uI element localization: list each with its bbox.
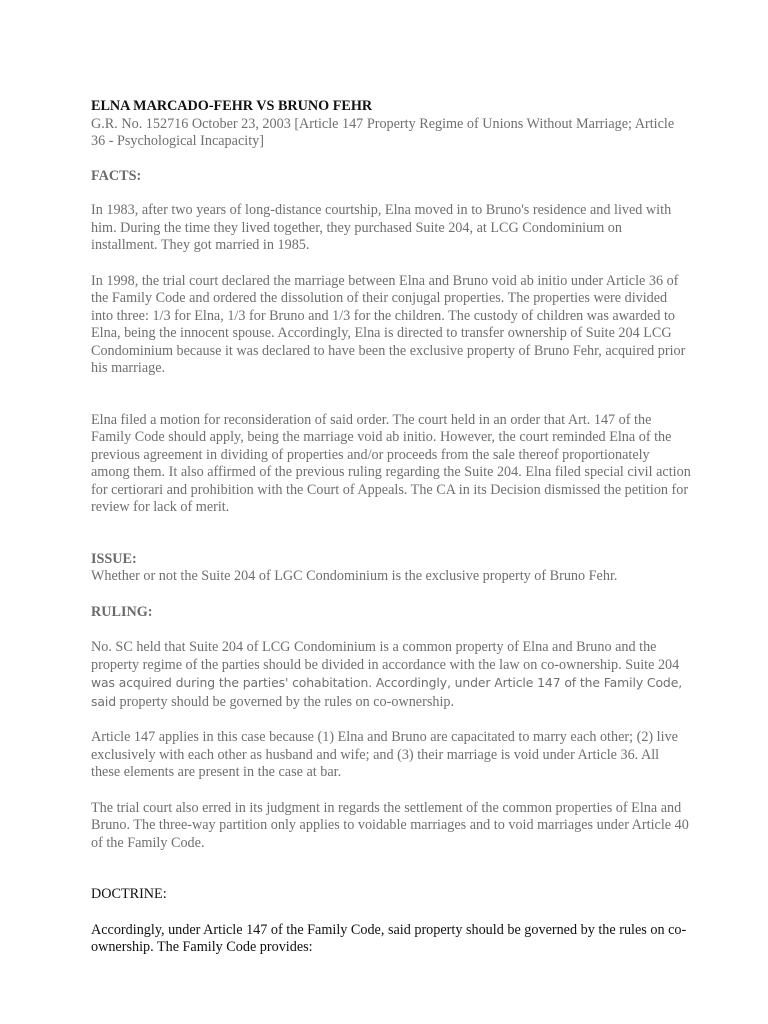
facts-heading: FACTS: bbox=[91, 167, 142, 184]
doctrine-heading: DOCTRINE: bbox=[91, 886, 167, 902]
ruling-paragraph-1-part-3: property should be governed by the rules on co-ownership. bbox=[119, 693, 455, 710]
ruling-paragraph-1-part-2: was acquired during the parties' cohabitation. Accordingly, under Article 147 of the Family Code, said bbox=[91, 675, 683, 709]
issue-text: Whether or not the Suite 204 of LGC Condominium is the exclusive property of Bruno Fehr. bbox=[91, 568, 618, 584]
ruling-heading: RULING: bbox=[91, 603, 153, 620]
facts-paragraph-3: Elna filed a motion for reconsideration of said order. The court held in an order that Art. 147 of the Family Code should apply, being the marriage void ab initio. However, the court reminded Elna of the previous agreement in dividing of properties and/or proceeds from the sale thereof proportionately among them. It also affirmed of the previous ruling regarding the Suite 204. Elna filed special civil action for certiorari and prohibition with the Court of Appeals. The CA in its Decision dismissed the petition for review for lack of merit. bbox=[91, 411, 691, 515]
case-citation: G.R. No. 152716 October 23, 2003 [Article 147 Property Regime of Unions Without Marriage; Article 36 - Psychological Incapacity] bbox=[91, 115, 675, 149]
issue-heading: ISSUE: bbox=[91, 550, 137, 567]
document-title: ELNA MARCADO-FEHR VS BRUNO FEHR bbox=[91, 98, 373, 114]
facts-paragraph-1: In 1983, after two years of long-distance courtship, Elna moved in to Bruno's residence and lived with him. During the time they lived together, they purchased Suite 204, at LCG Condominium on installment. They got married in 1985. bbox=[91, 202, 672, 253]
doctrine-text: Accordingly, under Article 147 of the Family Code, said property should be governed by the rules on co-ownership. The Family Code provides: bbox=[91, 921, 687, 955]
facts-paragraph-2: In 1998, the trial court declared the marriage between Elna and Bruno void ab initio under Article 36 of the Family Code and ordered the dissolution of their conjugal properties. The properties were divided into three: 1/3 for Elna, 1/3 for Bruno and 1/3 for the children. The custody of children was awarded to Elna, being the innocent spouse. Accordingly, Elna is directed to transfer ownership of Suite 204 LCG Condominium because it was declared to have been the exclusive property of Bruno Fehr, acquired prior his marriage. bbox=[91, 272, 686, 376]
ruling-paragraph-2: Article 147 applies in this case because (1) Elna and Bruno are capacitated to marry each other; (2) live exclusively with each other as husband and wife; and (3) their marriage is void under Article 36. All these elements are present in the case at bar. bbox=[91, 729, 678, 780]
ruling-paragraph-1-part-1: No. SC held that Suite 204 of LCG Condominium is a common property of Elna and Bruno and the property regime of the parties should be divided in accordance with the law on co-ownership. Suite 204 bbox=[91, 639, 680, 673]
ruling-paragraph-1 bbox=[91, 639, 691, 711]
document-body bbox=[91, 98, 691, 957]
ruling-paragraph-3: The trial court also erred in its judgment in regards the settlement of the common properties of Elna and Bruno. The three-way partition only applies to voidable marriages and to void marriages under Article 40 of the Family Code. bbox=[91, 799, 689, 851]
